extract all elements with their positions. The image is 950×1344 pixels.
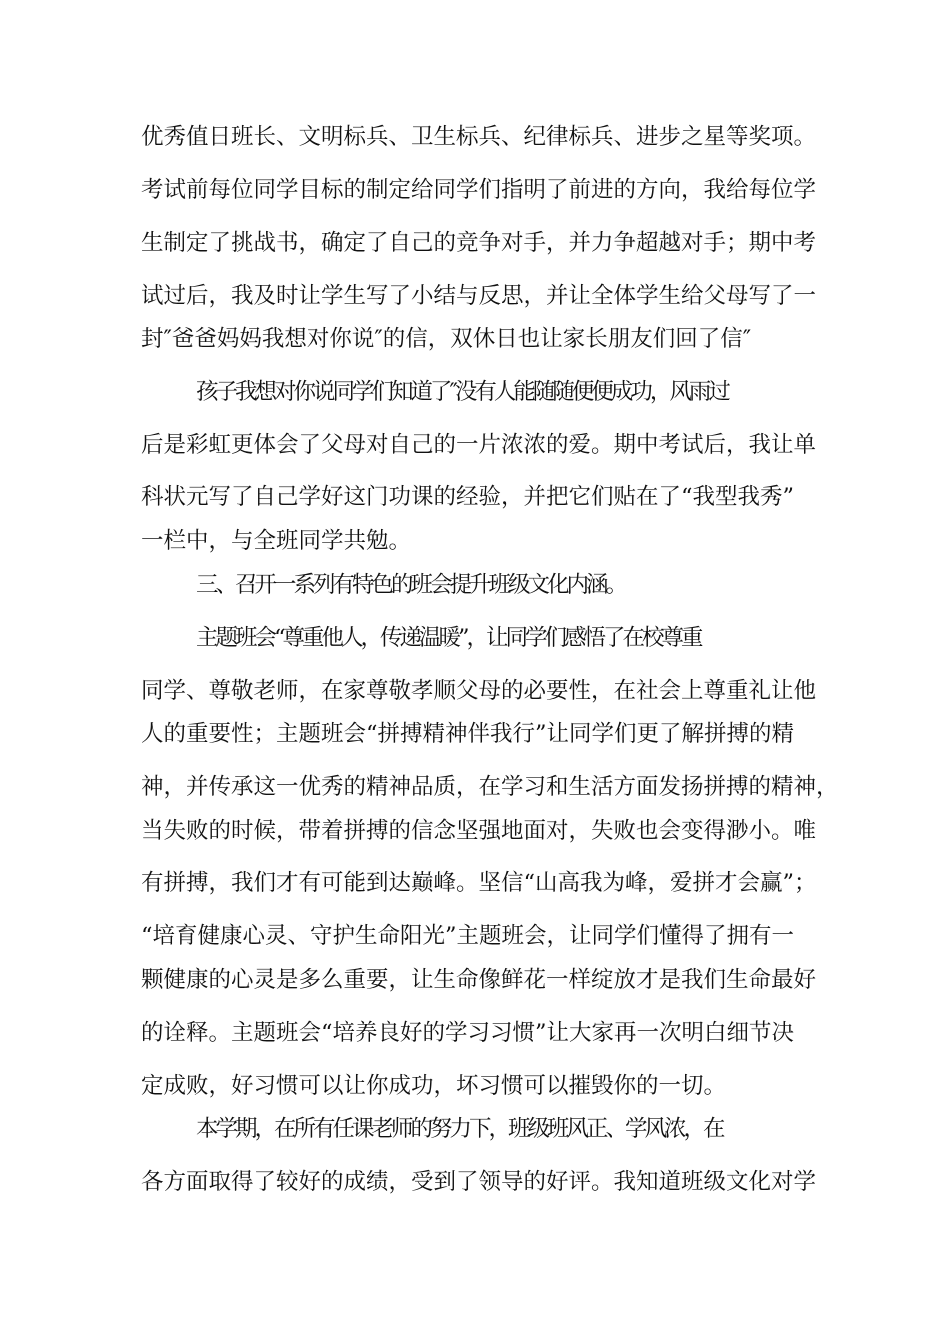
text-line: 后是彩虹更体会了父母对自己的一片浓浓的爱。期中考试后，我让单	[141, 432, 817, 458]
text-line: 优秀值日班长、文明标兵、卫生标兵、纪律标兵、进步之星等奖项。	[141, 124, 817, 150]
section-heading: 三、召开一系列有特色的班会提升班级文化内涵。	[196, 572, 626, 598]
text-line: 封″爸爸妈妈我想对你说″的信，双休日也让家长朋友们回了信″	[141, 326, 752, 352]
text-line: 同学、尊敬老师，在家尊敬孝顺父母的必要性，在社会上尊重礼让他	[141, 678, 817, 704]
text-line: 当失败的时候，带着拼搏的信念坚强地面对，失败也会变得渺小。唯	[141, 818, 817, 844]
text-line: 定成败，好习惯可以让你成功，坏习惯可以摧毁你的一切。	[141, 1073, 727, 1099]
text-line: 考试前每位同学目标的制定给同学们指明了前进的方向，我给每位学	[141, 177, 817, 203]
text-line: 的诠释。主题班会“培养良好的学习习惯”让大家再一次明白细节决	[141, 1020, 795, 1046]
text-line: 主题班会“尊重他人，传递温暖”，让同学们感悟了在校尊重	[196, 625, 701, 651]
text-line: 本学期，在所有任课老师的努力下，班级班风正、学风浓，在	[196, 1116, 723, 1142]
text-line: 人的重要性；主题班会“拼搏精神伴我行”让同学们更了解拼搏的精	[141, 721, 795, 747]
text-line: 试过后，我及时让学生写了小结与反思，并让全体学生给父母写了一	[141, 283, 817, 309]
text-line: “培育健康心灵、守护生命阳光”主题班会，让同学们懂得了拥有一	[141, 923, 795, 949]
text-line: 有拼搏，我们才有可能到达巅峰。坚信“山高我为峰，爱拼才会赢”；	[141, 870, 817, 896]
text-line: 科状元写了自己学好这门功课的经验，并把它们贴在了“我型我秀”	[141, 484, 795, 510]
text-line: 孩子我想对你说同学们知道了″没有人能随随便便成功，风雨过	[196, 379, 728, 405]
text-line: 一栏中，与全班同学共勉。	[141, 528, 412, 554]
text-line: 各方面取得了较好的成绩，受到了领导的好评。我知道班级文化对学	[141, 1169, 817, 1195]
text-line: 颗健康的心灵是多么重要，让生命像鲜花一样绽放才是我们生命最好	[141, 967, 817, 993]
text-line: 生制定了挑战书，确定了自己的竞争对手，并力争超越对手；期中考	[141, 230, 817, 256]
text-line: 神，并传承这一优秀的精神品质，在学习和生活方面发扬拼搏的精神，	[141, 774, 839, 800]
